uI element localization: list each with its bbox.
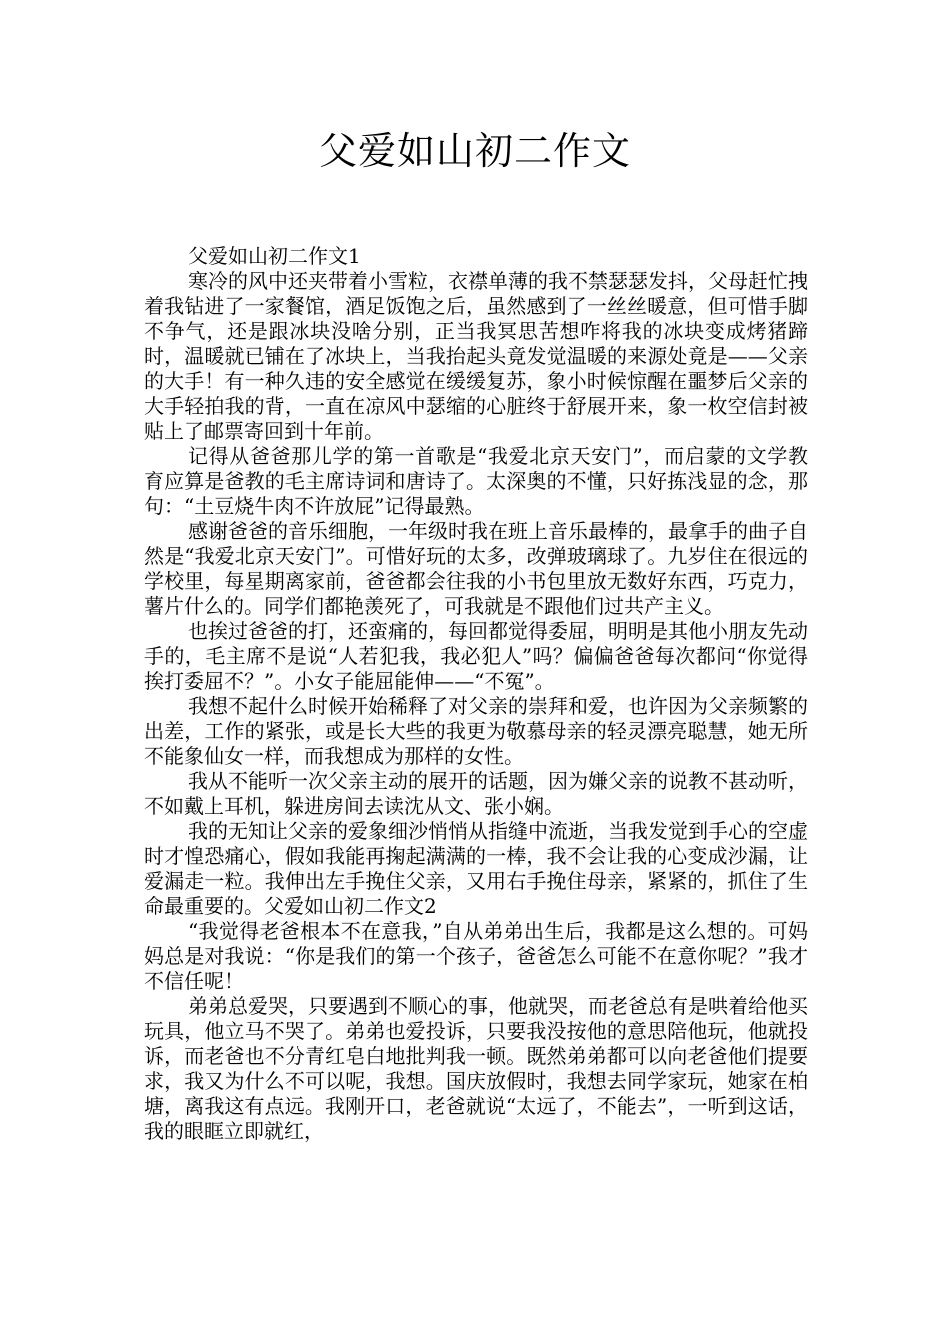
paragraph: 我想不起什么时候开始稀释了对父亲的崇拜和爱，也许因为父亲频繁的出差，工作的紧张，或是长大些的我更为敬慕母亲的轻灵漂亮聪慧，她无所不能象仙女一样，而我想成为那样的女性。 xyxy=(144,694,808,768)
document-title: 父爱如山初二作文 xyxy=(318,129,631,173)
paragraph: 寒冷的风中还夹带着小雪粒，衣襟单薄的我不禁瑟瑟发抖，父母赶忙拽着我钻进了一家餐馆，酒足饭饱之后，虽然感到了一丝丝暖意，但可惜手脚不争气，还是跟冰块没啥分别，正当我冥思苦想咋将我的冰块变成烤猪蹄时，温暖就已铺在了冰块上，当我抬起头竟发觉温暖的来源处竟是——父亲的大手！有一种久违的安全感觉在缓缓复苏，象小时候惊醒在噩梦后父亲的大手轻拍我的背，一直在凉风中瑟缩的心脏终于舒展开来，象一枚空信封被贴上了邮票寄回到十年前。 xyxy=(144,269,808,443)
paragraph: 记得从爸爸那儿学的第一首歌是“我爱北京天安门”，而启蒙的文学教育应算是爸教的毛主席诗词和唐诗了。太深奥的不懂，只好拣浅显的念，那句：“土豆烧牛肉不许放屁”记得最熟。 xyxy=(144,444,808,518)
section-heading: 父爱如山初二作文1 xyxy=(188,244,361,268)
paragraph: 弟弟总爱哭，只要遇到不顺心的事，他就哭，而老爸总有是哄着给他买玩具，他立马不哭了。弟弟也爱投诉，只要我没按他的意思陪他玩，他就投诉，而老爸也不分青红皂白地批判我一顿。既然弟弟都可以向老爸他们提要求，我又为什么不可以呢，我想。国庆放假时，我想去同学家玩，她家在柏塘，离我这有点远。我刚开口，老爸就说“太远了，不能去”，一听到这话，我的眼眶立即就红， xyxy=(144,994,808,1143)
paragraph: 感谢爸爸的音乐细胞，一年级时我在班上音乐最棒的，最拿手的曲子自然是“我爱北京天安门”。可惜好玩的太多，改弹玻璃球了。九岁住在很远的学校里，每星期离家前，爸爸都会往我的小书包里放无数好东西，巧克力，薯片什么的。同学们都艳羡死了，可我就是不跟他们过共产主义。 xyxy=(144,519,808,618)
paragraph: “我觉得老爸根本不在意我，”自从弟弟出生后，我都是这么想的。可妈妈总是对我说：“你是我们的第一个孩子，爸爸怎么可能不在意你呢？”我才不信任呢！ xyxy=(144,919,808,993)
paragraph: 我从不能听一次父亲主动的展开的话题，因为嫌父亲的说教不甚动听，不如戴上耳机，躲进房间去读沈从文、张小娴。 xyxy=(144,769,808,818)
paragraph: 也挨过爸爸的打，还蛮痛的，每回都觉得委屈，明明是其他小朋友先动手的，毛主席不是说“人若犯我，我必犯人”吗？偏偏爸爸每次都问“你觉得挨打委屈不？”。小女子能屈能伸——“不冤”。 xyxy=(144,619,808,693)
paragraph: 我的无知让父亲的爱象细沙悄悄从指缝中流逝，当我发觉到手心的空虚时才惶恐痛心，假如我能再掬起满满的一棒，我不会让我的心变成沙漏，让爱漏走一粒。我伸出左手挽住父亲，又用右手挽住母亲，紧紧的，抓住了生命最重要的。父爱如山初二作文2 xyxy=(144,819,808,918)
document-body xyxy=(144,244,808,1144)
